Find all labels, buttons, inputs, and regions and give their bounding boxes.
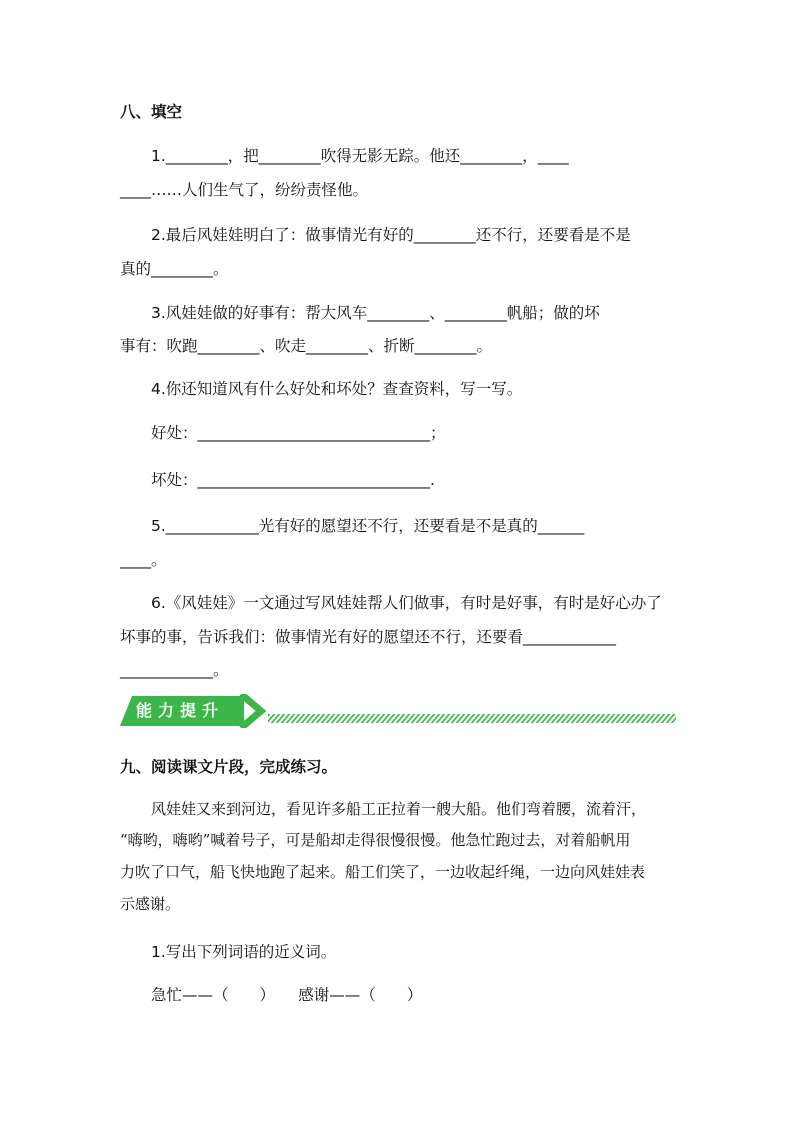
question-4-bad-line: 坏处：______________________________. xyxy=(151,471,435,489)
passage-line-2: “嗨哟，嗨哟”喊着号子，可是船却走得很慢很慢。他急忙跑过去，对着船帆用 xyxy=(120,831,631,849)
question-1-line-1: 1.________，把________吹得无影无踪。他还________，____ xyxy=(151,147,569,165)
question-6-line-1: 6.《风娃娃》一文通过写风娃娃帮人们做事，有时是好事，有时是好心办了 xyxy=(151,594,662,612)
question-3-line-2: 事有：吹跑________、吹走________、折断________。 xyxy=(120,337,493,355)
passage-line-4: 示感谢。 xyxy=(120,895,181,913)
banner-stripe-bar xyxy=(268,714,676,723)
question-5-line-2: ____。 xyxy=(120,551,167,569)
passage-line-3: 力吹了口气，船飞快地跑了起来。船工们笑了，一边收起纤绳，一边向风娃娃表 xyxy=(120,863,646,881)
question-6-line-3: ____________。 xyxy=(120,661,229,679)
question-4-good-line: 好处：______________________________； xyxy=(151,424,446,442)
banner-label: 能力提升 xyxy=(136,701,225,720)
question-5-line-1: 5.____________光有好的愿望还不行，还要看是不是真的______ xyxy=(151,517,585,535)
question-2-line-1: 2.最后风娃娃明白了：做事情光有好的________还不行，还要看是不是 xyxy=(151,226,631,244)
reading-question-1: 1.写出下列词语的近义词。 xyxy=(151,943,337,961)
synonym-prompts: 急忙——（ ） 感谢——（ ） xyxy=(151,986,423,1004)
section-8-heading: 八、填空 xyxy=(120,103,183,121)
section-banner xyxy=(120,694,676,728)
question-4: 4.你还知道风有什么好处和坏处？查查资料，写一写。 xyxy=(151,380,523,398)
question-6-line-2: 坏事的事，告诉我们：做事情光有好的愿望还不行，还要看____________ xyxy=(120,628,617,646)
passage-line-1: 风娃娃又来到河边，看见许多船工正拉着一艘大船。他们弯着腰，流着汗， xyxy=(151,800,647,818)
question-1-line-2: ____……人们生气了，纷纷责怪他。 xyxy=(120,181,369,199)
section-9-heading: 九、阅读课文片段，完成练习。 xyxy=(120,758,338,776)
question-3-line-1: 3.风娃娃做的好事有：帮大风车________、________帆船；做的坏 xyxy=(151,304,600,322)
question-2-line-2: 真的________。 xyxy=(120,260,229,278)
